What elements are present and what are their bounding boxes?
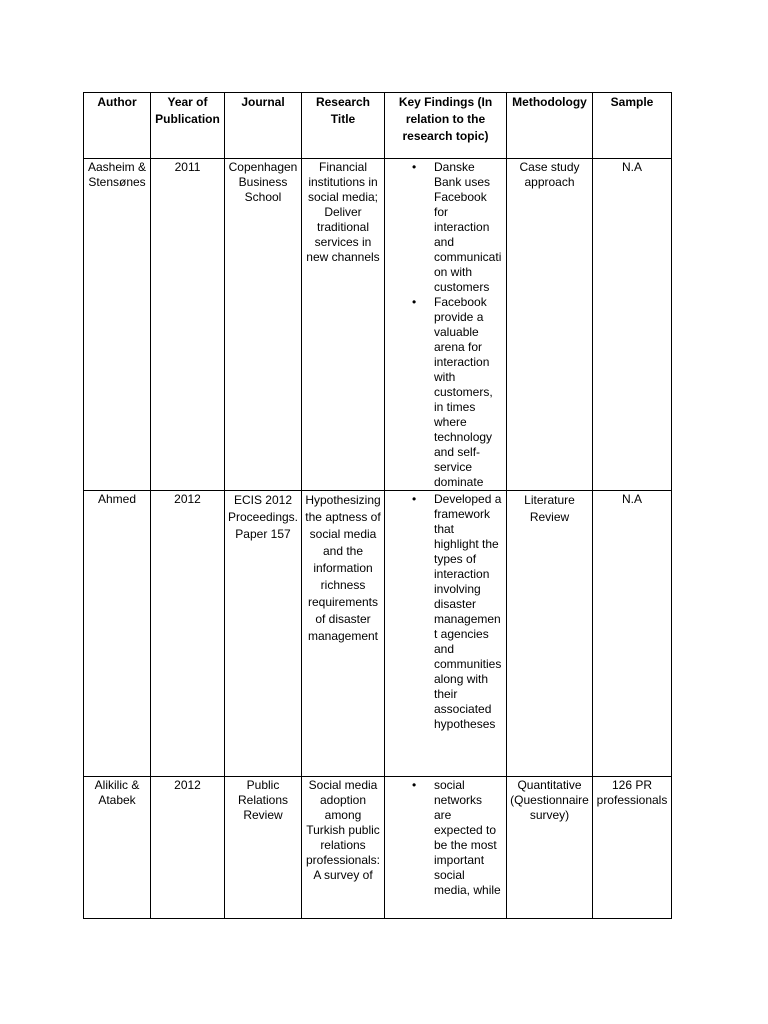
- header-key-findings: Key Findings (In relation to the research topic): [385, 93, 507, 159]
- cell-year: 2012: [151, 777, 225, 919]
- literature-review-table: [83, 92, 672, 919]
- table-header-row: [84, 93, 672, 159]
- finding-text: social networks are expected to be the most important social media, while: [434, 778, 501, 897]
- cell-year: 2011: [151, 159, 225, 491]
- finding-text: Facebook provide a valuable arena for interaction with customers, in times where technology and self-service dominate: [434, 295, 493, 489]
- header-year: Year of Publication: [151, 93, 225, 159]
- table-row: [84, 777, 672, 919]
- header-journal: Journal: [225, 93, 302, 159]
- cell-research-title: Financial institutions in social media; Deliver traditional services in new channels: [302, 159, 385, 491]
- bullet-icon: •: [412, 778, 417, 792]
- finding-item: [387, 295, 504, 490]
- finding-text: Danske Bank uses Facebook for interaction and communication with customers: [434, 160, 502, 294]
- header-sample: Sample: [593, 93, 672, 159]
- cell-author: Aasheim & Stensønes: [84, 159, 151, 491]
- header-methodology: Methodology: [507, 93, 593, 159]
- cell-key-findings: [385, 777, 507, 919]
- table-row: [84, 159, 672, 491]
- bullet-icon: •: [412, 492, 417, 506]
- cell-sample: N.A: [593, 159, 672, 491]
- cell-author: Alikilic & Atabek: [84, 777, 151, 919]
- cell-key-findings: [385, 159, 507, 491]
- finding-item: [387, 492, 504, 732]
- cell-journal: Copenhagen Business School: [225, 159, 302, 491]
- cell-methodology: Quantitative (Questionnaire survey): [507, 777, 593, 919]
- header-research-title: Research Title: [302, 93, 385, 159]
- cell-methodology: Case study approach: [507, 159, 593, 491]
- cell-methodology: Literature Review: [507, 491, 593, 777]
- bullet-icon: •: [412, 295, 417, 309]
- finding-item: [387, 160, 504, 295]
- bullet-icon: •: [412, 160, 417, 174]
- cell-sample: N.A: [593, 491, 672, 777]
- cell-journal: Public Relations Review: [225, 777, 302, 919]
- cell-journal: ECIS 2012 Proceedings. Paper 157: [225, 491, 302, 777]
- finding-item: [387, 778, 504, 898]
- header-author: Author: [84, 93, 151, 159]
- cell-sample: 126 PR professionals: [593, 777, 672, 919]
- cell-key-findings: [385, 491, 507, 777]
- cell-author: Ahmed: [84, 491, 151, 777]
- cell-research-title: Social media adoption among Turkish public relations professionals: A survey of: [302, 777, 385, 919]
- table-row: [84, 491, 672, 777]
- cell-year: 2012: [151, 491, 225, 777]
- finding-text: Developed a framework that highlight the types of interaction involving disaster management agencies and communities along with their associated hypotheses: [434, 492, 502, 731]
- cell-research-title: Hypothesizing the aptness of social media and the information richness requirements of disaster management: [302, 491, 385, 777]
